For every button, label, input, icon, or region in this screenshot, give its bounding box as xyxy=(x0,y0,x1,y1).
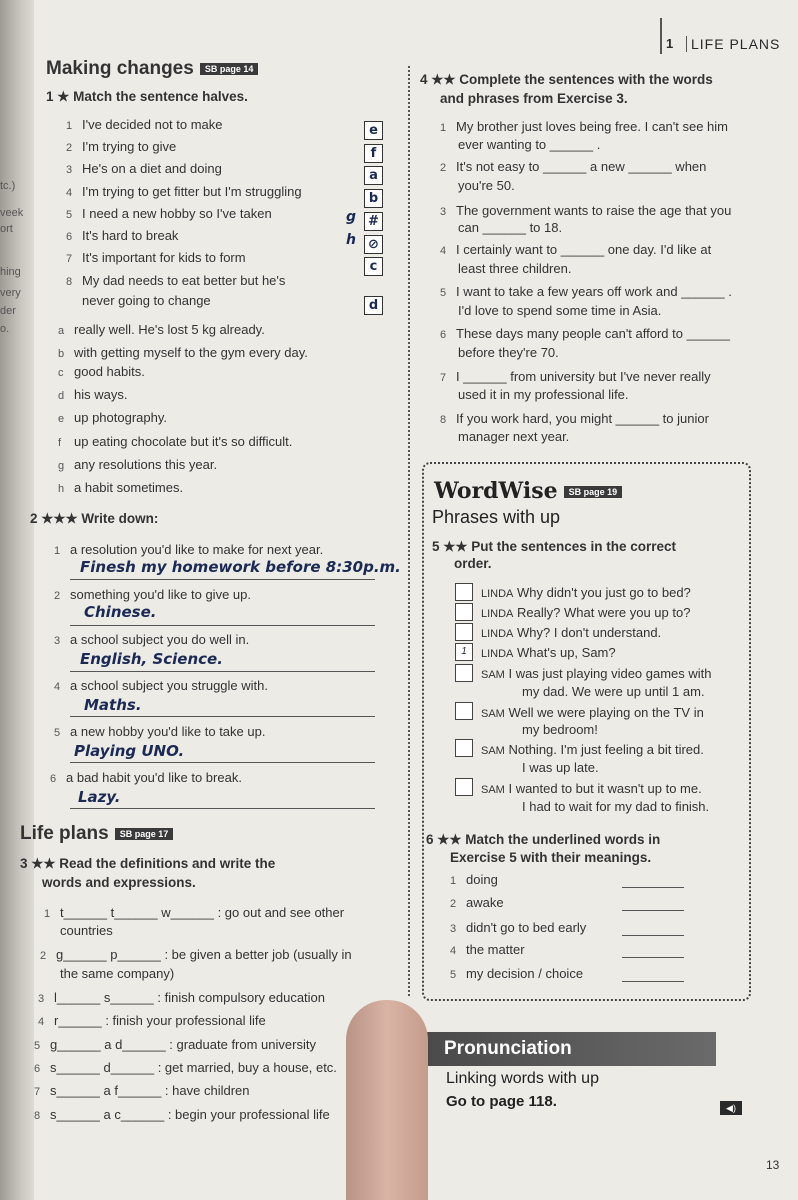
answer-line[interactable] xyxy=(622,981,684,982)
order-box[interactable] xyxy=(455,702,473,720)
ex1-item: He's on a diet and doing xyxy=(82,161,222,176)
item-number: 5 xyxy=(66,209,73,221)
item-number: 1 xyxy=(440,122,447,134)
ex3-item: r______ : finish your professional life xyxy=(54,1013,266,1028)
answer-line[interactable] xyxy=(622,957,684,958)
item-number: 4 xyxy=(38,1016,45,1028)
item-number: 3 xyxy=(66,164,73,176)
ex2-prompt: a new hobby you'd like to take up. xyxy=(70,724,266,739)
ex2-prompt: a school subject you struggle with. xyxy=(70,678,268,693)
speaker: LINDA xyxy=(481,588,514,600)
section-title-text: Making changes xyxy=(46,58,194,79)
answer-box[interactable]: d xyxy=(364,296,383,315)
sb-page-badge: SB page 14 xyxy=(200,63,259,75)
dialogue-line: Why? I don't understand. xyxy=(517,625,662,640)
ex4-item-cont: used it in my professional life. xyxy=(458,387,629,402)
speaker: SAM xyxy=(481,745,505,757)
ex1-item: I've decided not to make xyxy=(82,117,223,132)
item-number: 6 xyxy=(66,231,73,243)
dialogue-line: Why didn't you just go to bed? xyxy=(517,585,691,600)
order-box[interactable]: 1 xyxy=(455,643,473,661)
audio-icon[interactable]: ◀) xyxy=(720,1101,742,1115)
speaker: LINDA xyxy=(481,648,514,660)
item-number: 3 xyxy=(38,993,45,1005)
ex6-item: doing xyxy=(466,872,498,887)
item-number: 3 xyxy=(54,635,61,647)
order-box[interactable] xyxy=(455,739,473,757)
ex4-item-cont: least three children. xyxy=(458,261,572,276)
ex3-item: g______ a d______ : graduate from university xyxy=(50,1037,316,1052)
ex4-item: I certainly want to ______ one day. I'd like at xyxy=(456,242,712,257)
handwritten-mark: g xyxy=(346,209,357,225)
exercise-3-heading: 3 ★★ Read the definitions and write the xyxy=(20,856,276,871)
wordwise-title-text: WordWise xyxy=(434,478,558,504)
answer-line[interactable] xyxy=(622,910,684,911)
ex4-item-cont: can ______ to 18. xyxy=(458,220,563,235)
ex4-item-cont: I'd love to spend some time in Asia. xyxy=(458,303,662,318)
gutter-text: tc.) xyxy=(0,180,16,192)
item-letter: f xyxy=(58,437,62,449)
item-number: 8 xyxy=(34,1110,41,1122)
dialogue-line: I was just playing video games with xyxy=(508,666,712,681)
goto-page-link[interactable]: Go to page 118. xyxy=(446,1093,557,1110)
answer-box[interactable]: ⊘ xyxy=(364,235,383,254)
gutter-text: veek xyxy=(0,207,24,219)
ex3-item: g______ p______ : be given a better job (usually in xyxy=(56,947,352,962)
pronunciation-banner: Pronunciation xyxy=(426,1032,716,1066)
answer-box[interactable]: b xyxy=(364,189,383,208)
ex4-item: My brother just loves being free. I can't see him xyxy=(456,119,728,134)
ex3-item: s______ a c______ : begin your professional life xyxy=(50,1107,330,1122)
answer-box[interactable]: e xyxy=(364,121,383,140)
item-number: 2 xyxy=(440,162,447,174)
item-letter: e xyxy=(58,413,65,425)
exercise-1-heading: 1 ★ Match the sentence halves. xyxy=(46,89,248,104)
ex3-item: s______ d______ : get married, buy a house, etc. xyxy=(50,1060,337,1075)
item-number: 5 xyxy=(54,727,61,739)
wordwise-title xyxy=(434,478,622,504)
order-box[interactable] xyxy=(455,603,473,621)
ex4-item-cont: ever wanting to ______ . xyxy=(458,137,601,152)
handwritten-answer[interactable]: Finesh my homework before 8:30p.m. xyxy=(80,558,401,576)
handwritten-mark: h xyxy=(346,232,356,248)
item-number: 4 xyxy=(66,187,73,199)
answer-line xyxy=(70,808,375,809)
item-number: 6 xyxy=(50,773,57,785)
answer-box[interactable]: # xyxy=(364,212,383,231)
exercise-5-heading: 5 ★★ Put the sentences in the correct xyxy=(432,539,677,554)
ex1-item-cont: never going to change xyxy=(82,293,211,308)
handwritten-answer[interactable]: Chinese. xyxy=(84,603,157,621)
exercise-6-heading-cont: Exercise 5 with their meanings. xyxy=(450,850,652,865)
item-letter: c xyxy=(58,367,64,379)
sb-page-badge: SB page 19 xyxy=(564,486,623,498)
item-number: 5 xyxy=(34,1040,41,1052)
answer-box[interactable]: a xyxy=(364,166,383,185)
ex1-half: really well. He's lost 5 kg already. xyxy=(74,322,265,337)
dialogue-line: Really? What were you up to? xyxy=(517,605,691,620)
exercise-4-heading: 4 ★★ Complete the sentences with the words xyxy=(420,72,713,87)
ex2-prompt: something you'd like to give up. xyxy=(70,587,251,602)
dialogue-line: Well we were playing on the TV in xyxy=(508,705,704,720)
item-number: 3 xyxy=(440,206,447,218)
column-divider xyxy=(408,66,410,996)
item-letter: b xyxy=(58,348,65,360)
ex1-item: My dad needs to eat better but he's xyxy=(82,273,286,288)
item-number: 6 xyxy=(440,329,447,341)
ex3-item: t______ t______ w______ : go out and see other xyxy=(60,905,345,920)
ex4-item-cont: you're 50. xyxy=(458,178,515,193)
speaker: LINDA xyxy=(481,628,514,640)
order-box[interactable] xyxy=(455,664,473,682)
item-number: 7 xyxy=(66,253,73,265)
answer-line[interactable] xyxy=(622,935,684,936)
speaker: SAM xyxy=(481,669,505,681)
ex2-prompt: a school subject you do well in. xyxy=(70,632,250,647)
ex6-item: my decision / choice xyxy=(466,966,584,981)
unit-number: 1 xyxy=(666,36,674,51)
dialogue-line: I wanted to but it wasn't up to me. xyxy=(508,781,702,796)
ex1-half: his ways. xyxy=(74,387,128,402)
answer-line[interactable] xyxy=(622,887,684,888)
gutter-text: ort xyxy=(0,223,13,235)
ex1-half: any resolutions this year. xyxy=(74,457,218,472)
gutter-text: very xyxy=(0,287,21,299)
ex4-item: The government wants to raise the age that you xyxy=(456,203,732,218)
order-box[interactable] xyxy=(455,623,473,641)
answer-line xyxy=(70,671,375,672)
item-number: 4 xyxy=(54,681,61,693)
item-number: 7 xyxy=(34,1086,41,1098)
ex6-item: the matter xyxy=(466,942,525,957)
dialogue-line: What's up, Sam? xyxy=(517,645,616,660)
item-number: 8 xyxy=(66,276,73,288)
answer-line xyxy=(70,579,375,580)
handwritten-answer[interactable]: English, Science. xyxy=(80,650,223,668)
handwritten-answer[interactable]: Maths. xyxy=(84,696,142,714)
item-number: 5 xyxy=(440,287,447,299)
speaker: LINDA xyxy=(481,608,514,620)
gutter-text: o. xyxy=(0,323,10,335)
exercise-6-heading: 6 ★★ Match the underlined words in xyxy=(426,832,661,847)
ex4-item: If you work hard, you might ______ to junior xyxy=(456,411,709,426)
item-number: 1 xyxy=(54,545,61,557)
item-letter: g xyxy=(58,460,65,472)
exercise-2-heading: 2 ★★★ Write down: xyxy=(30,511,159,526)
dialogue-line-cont: I had to wait for my dad to finish. xyxy=(522,799,710,814)
ex6-item: awake xyxy=(466,895,504,910)
ex1-half: up photography. xyxy=(74,410,167,425)
answer-box[interactable]: c xyxy=(364,257,383,276)
item-number: 2 xyxy=(66,142,73,154)
answer-line xyxy=(70,762,375,763)
ex3-item-cont: countries xyxy=(60,923,113,938)
ex3-item: s______ a f______ : have children xyxy=(50,1083,250,1098)
order-box[interactable] xyxy=(455,778,473,796)
speaker: SAM xyxy=(481,784,505,796)
handwritten-answer[interactable]: Playing UNO. xyxy=(74,742,185,760)
item-letter: d xyxy=(58,390,65,402)
dialogue-line-cont: my dad. We were up until 1 am. xyxy=(522,684,705,699)
section-title-life-plans xyxy=(20,823,173,845)
ex1-item: I'm trying to give xyxy=(82,139,177,154)
ex1-item: It's hard to break xyxy=(82,228,179,243)
unit-title: LIFE PLANS xyxy=(686,36,780,52)
ex3-item-cont: the same company) xyxy=(60,966,175,981)
ex1-item: It's important for kids to form xyxy=(82,250,246,265)
exercise-4-heading-cont: and phrases from Exercise 3. xyxy=(440,91,628,106)
item-number: 5 xyxy=(450,969,457,981)
ex4-item-cont: manager next year. xyxy=(458,429,570,444)
ex1-item: I'm trying to get fitter but I'm struggling xyxy=(82,184,302,199)
item-number: 4 xyxy=(450,945,457,957)
item-letter: h xyxy=(58,483,65,495)
ex4-item: These days many people can't afford to ______ xyxy=(456,326,730,341)
answer-line xyxy=(70,625,375,626)
finger xyxy=(346,1000,428,1200)
item-number: 8 xyxy=(440,414,447,426)
dialogue-line-cont: I was up late. xyxy=(522,760,599,775)
gutter-text: hing xyxy=(0,266,21,278)
item-number: 7 xyxy=(440,372,447,384)
item-number: 2 xyxy=(450,898,457,910)
ex1-half: a habit sometimes. xyxy=(74,480,184,495)
ex6-item: didn't go to bed early xyxy=(466,920,587,935)
ex1-half: with getting myself to the gym every day. xyxy=(74,345,308,360)
item-number: 1 xyxy=(450,875,457,887)
answer-line xyxy=(70,716,375,717)
ex1-half: up eating chocolate but it's so difficult. xyxy=(74,434,293,449)
item-number: 6 xyxy=(34,1063,41,1075)
section-title-text: Life plans xyxy=(20,823,109,844)
item-letter: a xyxy=(58,325,65,337)
dialogue-line: Nothing. I'm just feeling a bit tired. xyxy=(508,742,704,757)
ex1-item: I need a new hobby so I've taken xyxy=(82,206,272,221)
ex3-item: l______ s______ : finish compulsory education xyxy=(54,990,326,1005)
item-number: 2 xyxy=(54,590,61,602)
gutter-text: der xyxy=(0,305,16,317)
item-number: 1 xyxy=(66,120,73,132)
exercise-5-heading-cont: order. xyxy=(454,556,492,571)
ex2-prompt: a bad habit you'd like to break. xyxy=(66,770,242,785)
sb-page-badge: SB page 17 xyxy=(115,828,174,840)
ex1-half: good habits. xyxy=(74,364,145,379)
ex4-item: It's not easy to ______ a new ______ when xyxy=(456,159,707,174)
order-box[interactable] xyxy=(455,583,473,601)
page-number: 13 xyxy=(766,1158,780,1172)
wordwise-subtitle: Phrases with up xyxy=(432,507,561,527)
item-number: 3 xyxy=(450,923,457,935)
dialogue-line-cont: my bedroom! xyxy=(522,722,598,737)
ex4-item-cont: before they're 70. xyxy=(458,345,559,360)
handwritten-answer[interactable]: Lazy. xyxy=(78,788,121,806)
item-number: 2 xyxy=(40,950,47,962)
item-number: 4 xyxy=(440,245,447,257)
exercise-3-heading-cont: words and expressions. xyxy=(42,875,196,890)
speaker: SAM xyxy=(481,708,505,720)
item-number: 1 xyxy=(44,908,51,920)
pronunciation-subtitle: Linking words with up xyxy=(446,1070,599,1087)
answer-box[interactable]: f xyxy=(364,144,383,163)
ex4-item: I ______ from university but I've never really xyxy=(456,369,711,384)
ex4-item: I want to take a few years off work and ______ . xyxy=(456,284,732,299)
section-title-making-changes xyxy=(46,58,258,80)
ex2-prompt: a resolution you'd like to make for next year. xyxy=(70,542,324,557)
